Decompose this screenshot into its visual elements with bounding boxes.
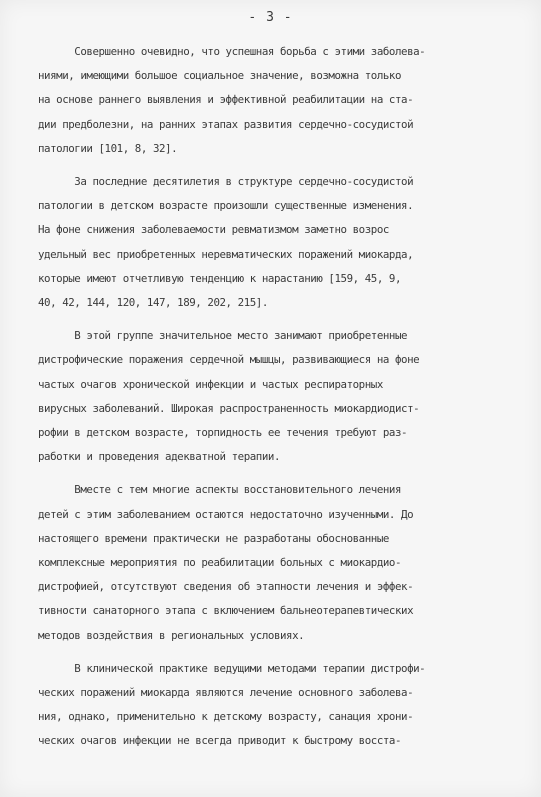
text-line: За последние десятилетия в структуре сердечно-сосудистой bbox=[38, 175, 414, 189]
text-line: патологии [101, 8, 32]. bbox=[38, 141, 178, 155]
text-line: на основе раннего выявления и эффективной реабилитации на ста- bbox=[38, 93, 414, 107]
text-line: дии предболезни, на ранних этапах развития сердечно-сосудистой bbox=[38, 117, 414, 131]
text-line: комплексные мероприятия по реабилитации больных с миокардио- bbox=[38, 556, 402, 570]
text-line: дистрофические поражения сердечной мышцы, развивающиеся на фоне bbox=[38, 353, 420, 367]
paragraph bbox=[38, 478, 510, 647]
text-line: тивности санаторного этапа с включением бальнеотерапевтических bbox=[38, 604, 414, 618]
paragraph bbox=[38, 40, 510, 161]
text-line: ниями, имеющими большое социальное значение, возможна только bbox=[38, 69, 402, 83]
text-line: В клинической практике ведущими методами терапии дистрофи- bbox=[38, 661, 426, 675]
text-line: настоящего времени практически не разработаны обоснованные bbox=[38, 531, 389, 545]
paragraph bbox=[38, 324, 510, 469]
text-line: патологии в детском возрасте произошли существенные изменения. bbox=[38, 199, 414, 213]
text-line: Вместе с тем многие аспекты восстановительного лечения bbox=[38, 483, 402, 497]
text-line: методов воздействия в региональных условиях. bbox=[38, 628, 305, 642]
text-line: которые имеют отчетливую тенденцию к нарастанию [159, 45, 9, bbox=[38, 271, 402, 285]
text-line: вирусных заболеваний. Широкая распространенность миокардиодист- bbox=[38, 401, 420, 415]
text-line: ческих очагов инфекции не всегда приводит к быстрому восста- bbox=[38, 734, 402, 748]
text-line: детей с этим заболеванием остаются недостаточно изученными. До bbox=[38, 507, 414, 521]
text-line: работки и проведения адекватной терапии. bbox=[38, 450, 281, 464]
paragraph bbox=[38, 170, 510, 315]
page-number: - 3 - bbox=[248, 10, 293, 25]
text-line: удельный вес приобретенных неревматических поражений миокарда, bbox=[38, 247, 414, 261]
text-line: частых очагов хронической инфекции и частых респираторных bbox=[38, 377, 383, 391]
text-line: дистрофией, отсутствуют сведения об этапности лечения и эффек- bbox=[38, 580, 414, 594]
text-line: рофии в детском возрасте, торпидность ее течения требуют раз- bbox=[38, 426, 408, 440]
text-line: Совершенно очевидно, что успешная борьба с этими заболева- bbox=[38, 45, 426, 58]
text-line: ческих поражений миокарда являются лечение основного заболева- bbox=[38, 686, 414, 700]
text-line: На фоне снижения заболеваемости ревматизмом заметно возрос bbox=[38, 223, 389, 237]
text-line: 40, 42, 144, 120, 147, 189, 202, 215]. bbox=[38, 296, 268, 310]
paragraph bbox=[38, 657, 510, 754]
text-body bbox=[38, 40, 510, 763]
text-line: В этой группе значительное место занимают приобретенные bbox=[38, 329, 408, 343]
text-line: ния, однако, применительно к детскому возрасту, санация хрони- bbox=[38, 710, 414, 724]
